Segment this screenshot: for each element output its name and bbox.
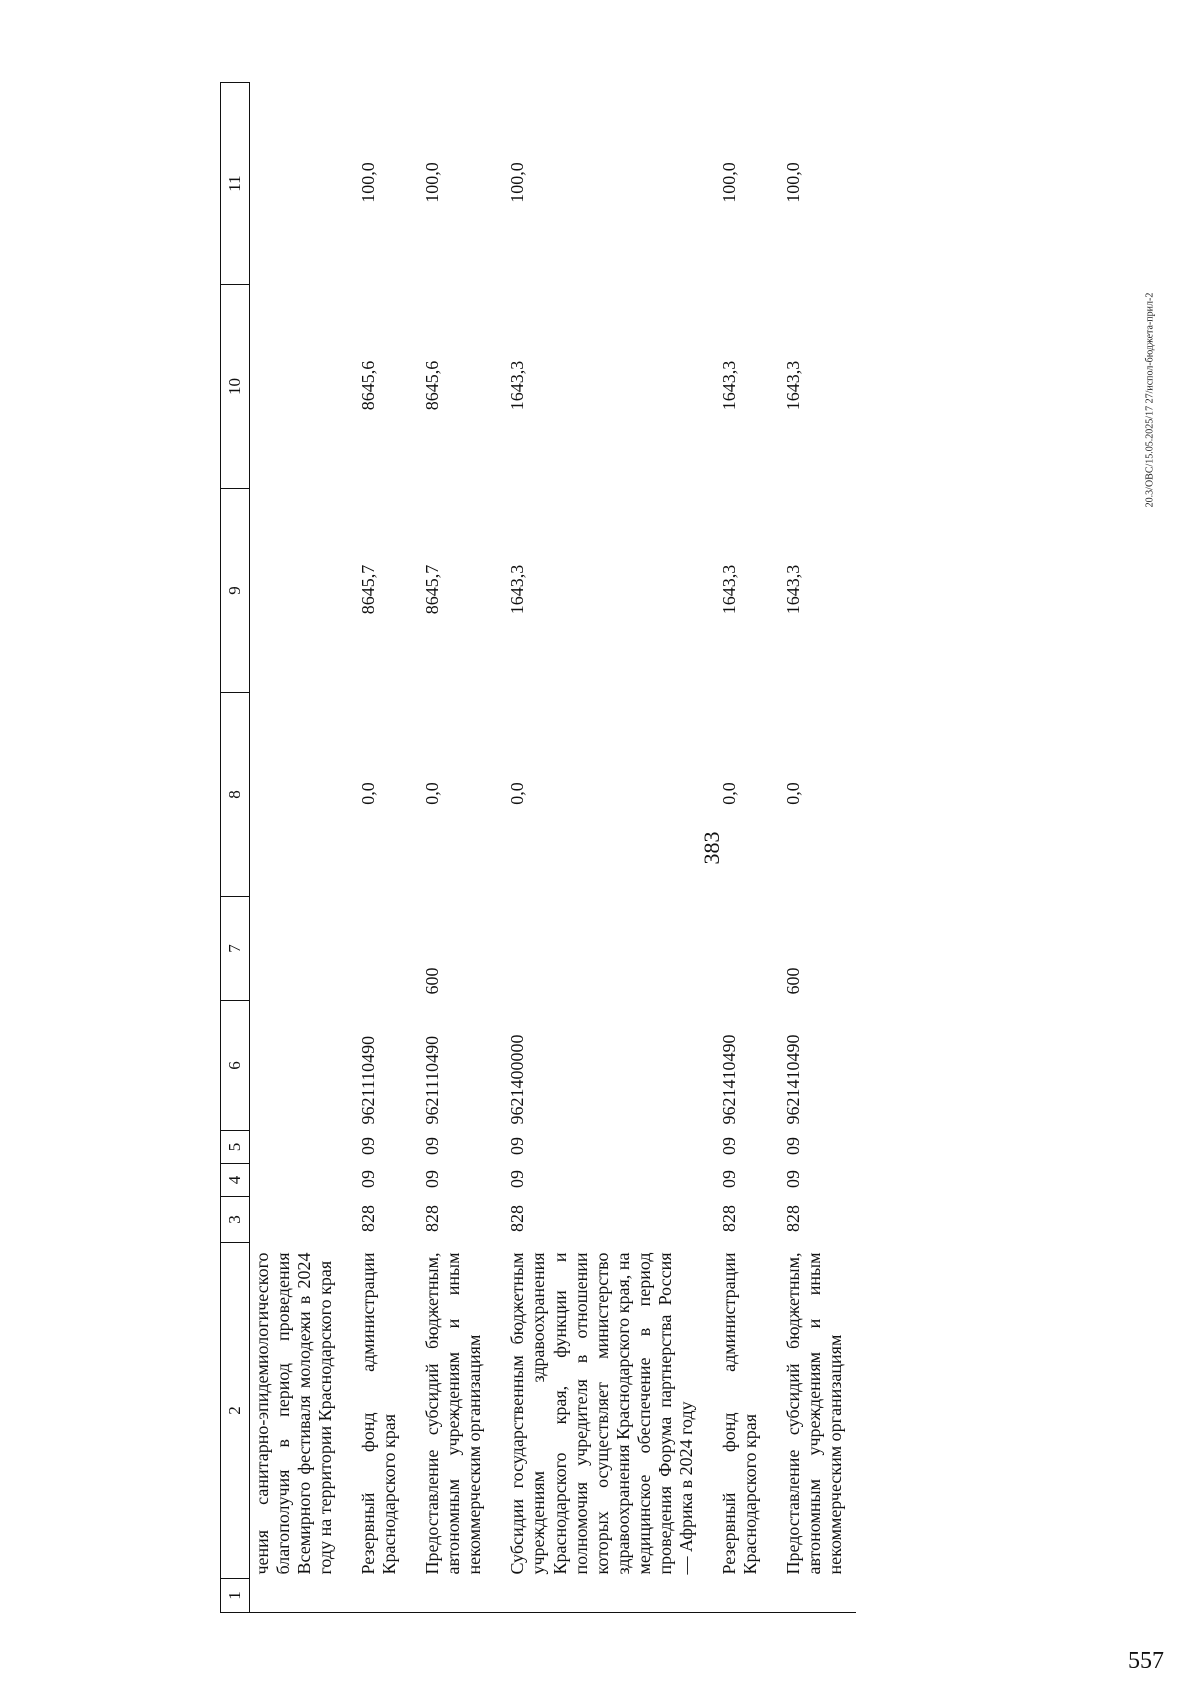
cell-c10: 1643,3 — [507, 360, 528, 411]
cell-c5: 09 — [782, 1137, 803, 1155]
cell-c6: 9621410490 — [782, 1034, 803, 1125]
col-header-1: 1 — [221, 1579, 250, 1613]
cell-c10: 8645,6 — [422, 360, 443, 411]
cell-c4: 09 — [718, 1170, 739, 1188]
cell-c6: 9621110490 — [358, 1035, 379, 1125]
cell-c7: 600 — [782, 967, 803, 995]
cell-c3: 828 — [782, 1205, 803, 1232]
table-row — [707, 83, 771, 1613]
cell-c10: 1643,3 — [718, 360, 739, 411]
cell-c3: 828 — [507, 1205, 528, 1232]
cell-c9: 8645,7 — [358, 564, 379, 615]
cell-c8: 0,0 — [358, 782, 379, 805]
cell-c4: 09 — [782, 1170, 803, 1188]
col-header-5: 5 — [221, 1131, 250, 1164]
table-row — [410, 83, 495, 1613]
cell-c8: 0,0 — [507, 782, 528, 805]
cell-c10: 1643,3 — [782, 360, 803, 411]
cell-c9: 1643,3 — [718, 564, 739, 615]
col-header-7: 7 — [221, 897, 250, 1001]
cell-col1 — [410, 1579, 495, 1613]
col-header-11: 11 — [221, 83, 250, 285]
cell-description: Предоставление субсидий бюджетным, автономным учреждениям и иным некоммерческим организациям — [782, 1252, 846, 1575]
cell-c6: 9621400000 — [507, 1034, 528, 1125]
cell-description: Резервный фонд администрации Краснодарского края — [358, 1252, 400, 1575]
cell-c3: 828 — [718, 1205, 739, 1232]
cell-c3 — [250, 1197, 347, 1243]
cell-c9: 8645,7 — [422, 564, 443, 615]
cell-c4: 09 — [507, 1170, 528, 1188]
cell-description: Предоставление субсидий бюджетным, автономным учреждениям и иным некоммерческим организациям — [422, 1252, 485, 1575]
cell-c11: 100,0 — [422, 162, 443, 203]
table-row — [250, 83, 347, 1613]
cell-c8: 0,0 — [718, 782, 739, 805]
cell-c4: 09 — [358, 1170, 379, 1188]
cell-c4: 09 — [422, 1170, 443, 1188]
rotated-table-container — [220, 83, 980, 1613]
file-stamp: 20.3/ОВС/15.05.2025/17 27/испол-бюджета-прил-2 — [1144, 292, 1156, 508]
cell-c3: 828 — [358, 1205, 379, 1232]
table-row — [771, 83, 856, 1613]
cell-description: Резервный фонд администрации Краснодарского края — [718, 1252, 760, 1575]
col-header-4: 4 — [221, 1164, 250, 1197]
cell-c11: 100,0 — [718, 162, 739, 203]
cell-c9: 1643,3 — [782, 564, 803, 615]
cell-c10 — [250, 285, 347, 489]
budget-table — [220, 82, 856, 1613]
sheet-number: 557 — [1128, 1648, 1164, 1674]
cell-c7 — [250, 897, 347, 1001]
cell-c8: 0,0 — [422, 782, 443, 805]
cell-c10: 8645,6 — [358, 360, 379, 411]
cell-c3: 828 — [422, 1205, 443, 1232]
cell-col1 — [707, 1579, 771, 1613]
cell-c7 — [495, 897, 706, 1001]
cell-c4 — [250, 1164, 347, 1197]
cell-c5: 09 — [422, 1137, 443, 1155]
cell-c8 — [250, 693, 347, 897]
header-row — [221, 83, 250, 1613]
cell-col1 — [250, 1579, 347, 1613]
cell-col1 — [495, 1579, 706, 1613]
cell-c7 — [346, 897, 410, 1001]
col-header-9: 9 — [221, 489, 250, 693]
cell-c11: 100,0 — [782, 162, 803, 203]
cell-c5: 09 — [358, 1137, 379, 1155]
cell-c5: 09 — [718, 1137, 739, 1155]
page-number: 383 — [699, 831, 724, 865]
cell-col1 — [771, 1579, 856, 1613]
table-row — [346, 83, 410, 1613]
cell-c8: 0,0 — [782, 782, 803, 805]
cell-c9: 1643,3 — [507, 564, 528, 615]
cell-c7: 600 — [422, 967, 443, 995]
cell-c6 — [250, 1001, 347, 1131]
cell-c9 — [250, 489, 347, 693]
cell-description: чения санитарно-эпидемиологического благополучия в период проведения Всемирного фестиваля молодежи в 2024 году на территории Краснодарского края — [252, 1252, 336, 1575]
col-header-6: 6 — [221, 1001, 250, 1131]
cell-c5 — [250, 1131, 347, 1164]
cell-c11: 100,0 — [358, 162, 379, 203]
cell-c5: 09 — [507, 1137, 528, 1155]
cell-c7 — [707, 897, 771, 1001]
table-row — [495, 83, 706, 1613]
col-header-3: 3 — [221, 1197, 250, 1243]
cell-c6: 9621410490 — [718, 1034, 739, 1125]
col-header-2: 2 — [221, 1243, 250, 1579]
cell-col1 — [346, 1579, 410, 1613]
cell-c11 — [250, 83, 347, 285]
col-header-10: 10 — [221, 285, 250, 489]
col-header-8: 8 — [221, 693, 250, 897]
cell-description: Субсидии государственным бюджетным учреждениям здравоохранения Краснодарского края, функции и полномочия учредителя в отношении которых осуществляет министерство здравоохранения Краснодарского края, на медицинское обеспечение в период проведения Форума партнерства Россия — Африка в 2024 году — [507, 1252, 696, 1575]
cell-c11: 100,0 — [507, 162, 528, 203]
cell-c6: 9621110490 — [422, 1035, 443, 1125]
